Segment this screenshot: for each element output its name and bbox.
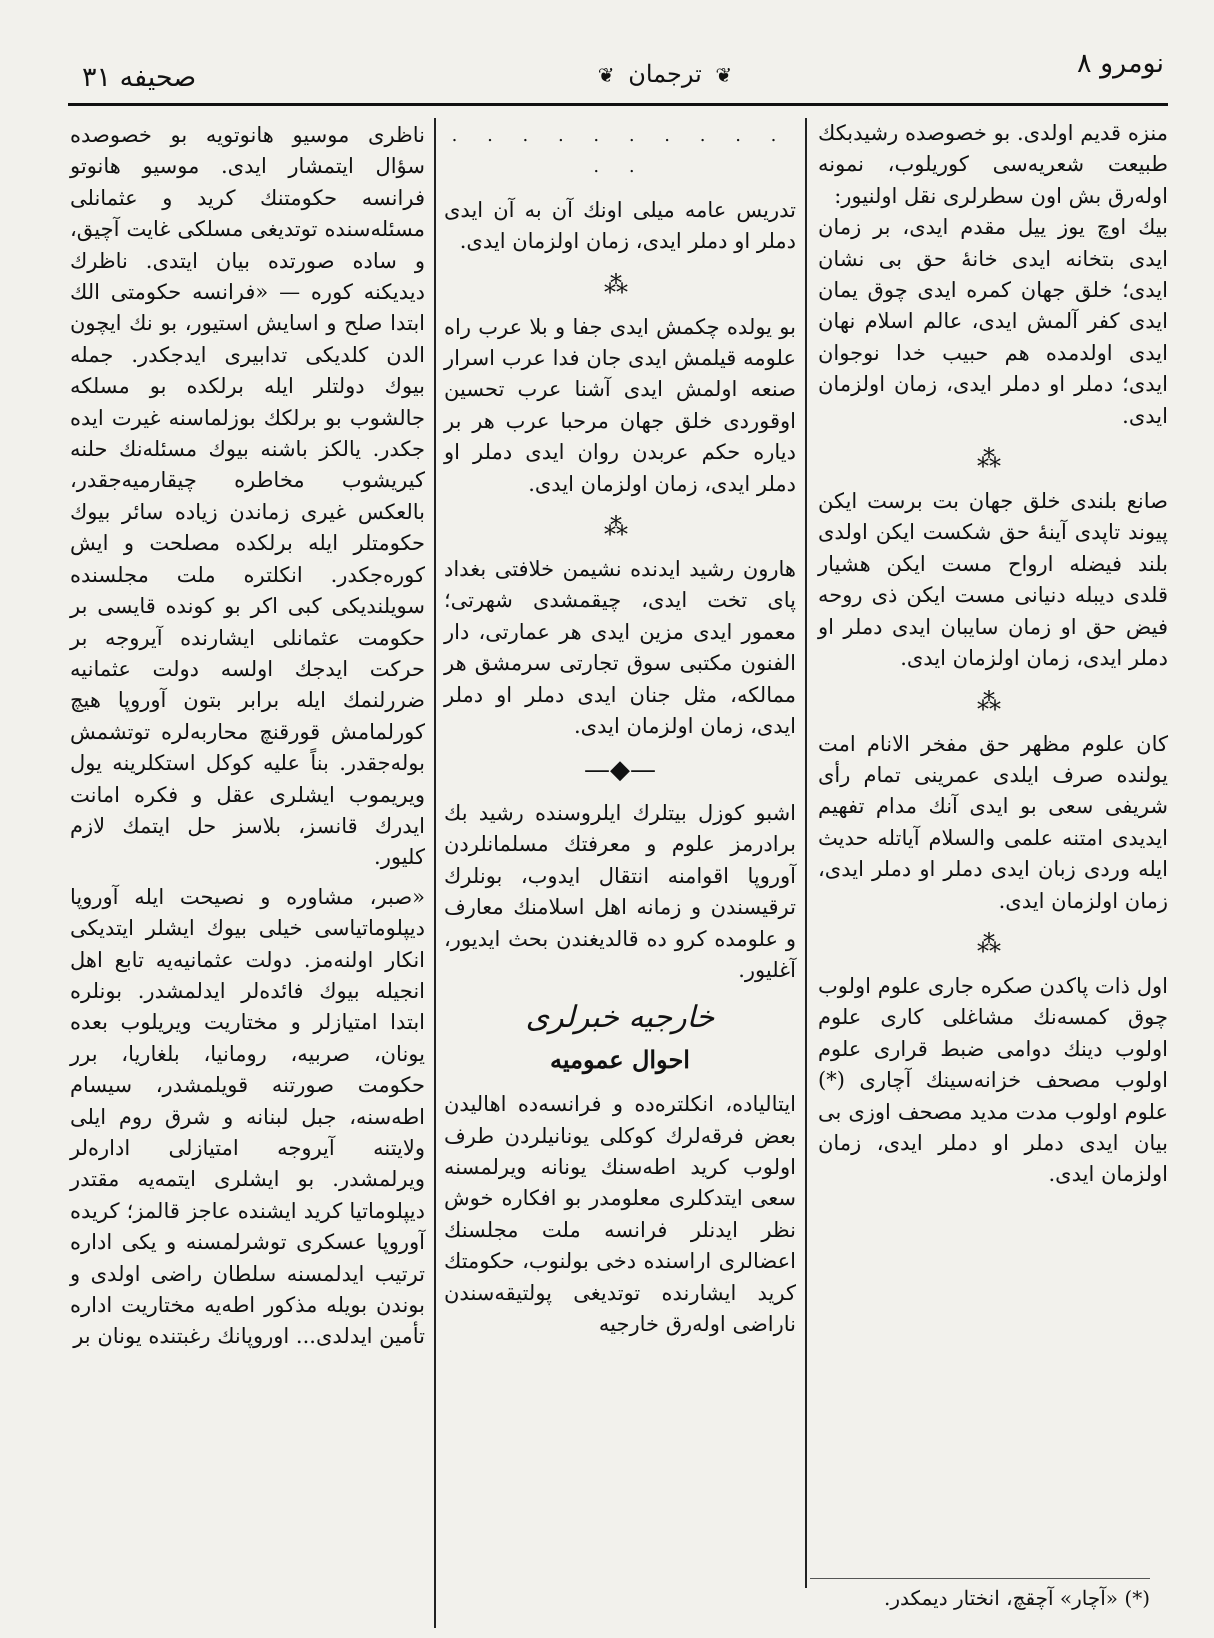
poem-stanza: هارون رشید ایدنده نشیمن خلافتی بغداد پای تخت ایدی، چیقمشدی شهرتی؛ معمور ایدی مزین ایدی هر عمارتی، دار الفنون مکتبی سوق تجارتی سرمشق هر ممالکه، مثل جنان ایدی دملر او دملر ایدی، زمان اولزمان ایدی. [444, 557, 796, 739]
ornament-left-icon: ❦ [715, 63, 733, 87]
poem-stanza: اول ذات پاکدن صکره جاری علوم اولوب چوق کمسه‌نك مشاغلی کاری علوم اولوب دینك دوامی ضبط قراری علوم اولوب مصحف خزانه‌سینك آچاری (*) علوم اولوب مدت مدید مصحف اوزی بی بیان ایدی دملر او دملر ایدی، زمان اولزمان ایدی. [818, 973, 1168, 1187]
column-divider-left [434, 118, 436, 1628]
poem-stanza: کان علوم مظهر حق مفخر الانام امت یولنده صرف ایلدی عمرینی تمام رأی شریفی سعی بو ایدی آنك مدام تفهیم ایدیدی امتنه علمی والسلام آیاتله حدیث ایله وردی زبان ایدی دملر او دملر ایدی، زمان اولزمان ایدی. [818, 731, 1168, 913]
masthead [550, 60, 780, 88]
section-title: خارجیه خبرلری [525, 1000, 715, 1036]
right-intro: منزه قدیم اولدی. بو خصوصده رشیدبکك طبیعت شعریه‌سی کوریلوب، نمونه اوله‌رق بش اون سطرلری نقل اولنیور: [818, 121, 1168, 208]
stanza-separator: ⁂ [604, 513, 636, 542]
poem-stanza: بیك اوچ یوز ییل مقدم ایدی، بر زمان ایدی بتخانه ایدی خانهٔ حق بی نشان ایدی؛ خلق جهان کمره ایدی چوق یمان ایدی کفر آلمش ایدی، عالم اسلام نهان ایدی اولدمده هم حبیب خدا نوجوان ایدی؛ دملر او دملر ایدی، زمان اولزمان ایدی. [818, 215, 1168, 428]
poem-stanza: صانع بلندی خلق جهان بت برست ایکن پیوند تاپدی آینهٔ حق شکست ایکن اولدی بلند فیضله ارواح مست ایکن هشیار قلدی دیبله دنیانی مست ایکن ذی روحه فیض حق او زمان سایبان ایدی دملر او دملر ایدی، زمان اولزمان ایدی. [818, 489, 1168, 671]
ornament-right-icon: ❦ [597, 63, 615, 87]
right-column [818, 118, 1168, 1191]
subsection-title: احوال عمومیه [550, 1044, 690, 1074]
stanza-separator: ⁂ [604, 270, 636, 299]
left-column [70, 120, 425, 1353]
stanza-separator: ⁂ [977, 687, 1009, 716]
continuation-dots: . . . . . . . . . . . . [451, 125, 789, 178]
issue-number: نومرو ۸ [1077, 48, 1164, 79]
page-number: صحیفه ۳۱ [82, 62, 197, 93]
article-paragraph: «صبر، مشاوره و نصیحت ایله آوروپا دیپلوماتیاسی خیلی بیوك ایشلر ایتدیکی انکار اولنه‌مز. دولت عثمانیه‌یه تابع اهل انجیله بیوك فائده‌لر ایدلمشدر. بونلره ابتدا امتیازلر و مختاریت ویریلوب بعده یونان، صربیه، رومانیا، بلغاریا، برر حکومت صورتنه قویلمشدر، سیسام اطه‌سنه، جبل لبنانه و شرق روم ایلی ولایتنه آیروجه امتیازلی ادارەلر ویرلمشدر. بو ایشلری ایتمه‌یه مقتدر دیپلوماتیا کرید ایشنده عاجز قالمز؛ کریده آوروپا عسکری توشرلمسنه و یکی اداره ترتیب ایدلمسنه سلطان راضی اولدی و بوندن بویله مذکور اطه‌یه مختاریت اداره تأمین ایدلدی... اوروپانك رغبتنده یونان بر [70, 884, 425, 1349]
footnote: (*) «آچار» آچقچ، انختار دیمکدر. [884, 1586, 1150, 1610]
column-divider-right [805, 118, 807, 1588]
poem-stanza: بو یولده چکمش ایدی جفا و بلا عرب راه علومه قیلمش ایدی جان فدا عرب اسرار صنعه اولمش ایدی آشنا عرب تحسین اوقوردی خلق جهان مرحبا عرب هر بر دیاره حکم عربدن روان ایدی دملر او دملر ایدی، زمان اولزمان ایدی. [444, 314, 796, 496]
diamond-divider-icon: —◆— [584, 754, 656, 785]
stanza-separator: ⁂ [977, 445, 1009, 474]
header-rule [68, 103, 1168, 106]
page-header [60, 40, 1170, 110]
masthead-title: ترجمان [628, 60, 702, 88]
footnote-rule [810, 1578, 1150, 1579]
stanza-separator: ⁂ [977, 929, 1009, 958]
news-paragraph: ایتالیاده، انکلتره‌ده و فرانسه‌ده اهالیدن بعض فرقه‌لرك کوکلی یونانیلردن طرف اولوب کرید اطه‌سنك یونانه ویرلمسنه سعی ایتدکلری معلومدر بو افکاره خوش نظر ایدنلر فرانسه ملت مجلسنك اعضالری اراسنده دخی بولنوب، حکومتك کرید ایشارنده توتدیغی پولتیقه‌سندن ناراضی اوله‌رق خارجیه [444, 1092, 796, 1336]
article-paragraph: ناظری موسیو هانوتویه بو خصوصده سؤال ایتمشار ایدی. موسیو هانوتو فرانسه حکومتنك کرید و عثمانلی مسئله‌سنده توتدیغی مسلکی غایت آچیق، و ساده صورتده بیان ایتدی. ناظرك دیدیکنه کوره — «فرانسه حکومتی الك ابتدا صلح و اسایش استیور، بو نك ایچون الدن کلدیکی تدابیری ایدجکدر. جمله بیوك دولتلر ایله برلکده بو مسلکه جالشوب بو برلکك بوزلماسنه غیرت ایده جکدر. یالکز باشنه بیوك مسئله‌نك حلنه کیریشوب مخاطره چیقارمیه‌جقدر، بالعکس غیری زماندن زیاده سائر بیوك حکومتلر ایله برلکده مصلحت و ایش کوره‌جکدر. انکلتره ملت مجلسنده سویلندیکی کبی اکر بو کونده قایسی بر حکومت عثمانلی ایشارنده آیروجه بر حرکت ایدجك اولسه دولت عثمانیه ضررلنمك ایله برابر بتون آوروپا هیچ کورلمامش قورقنچ محاربه‌لره توتشمش بوله‌جقدر. بناً علیه کوکل استکلرینه یول ویریموب ایشلری عقل و فکره امانت ایدرك قانسز، بلاسز حل ایتمك لازم کلیور. [70, 123, 426, 870]
middle-column [444, 120, 796, 1340]
poem-stanza: تدریس عامه میلی اونك آن به آن ایدی دملر او دملر ایدی، زمان اولزمان ایدی. [444, 197, 796, 254]
closing-paragraph: اشبو کوزل بیتلرك ایلروسنده رشید بك برادرمز علوم و معرفتك مسلمانلردن آوروپا اقوامنه انتقال ایدوب، بونلرك ترقیسندن و زمانه اهل اسلامنك معارف و علومده کرو ده قالدیغندن بحث ایدیور، آغلیور. [444, 800, 796, 982]
